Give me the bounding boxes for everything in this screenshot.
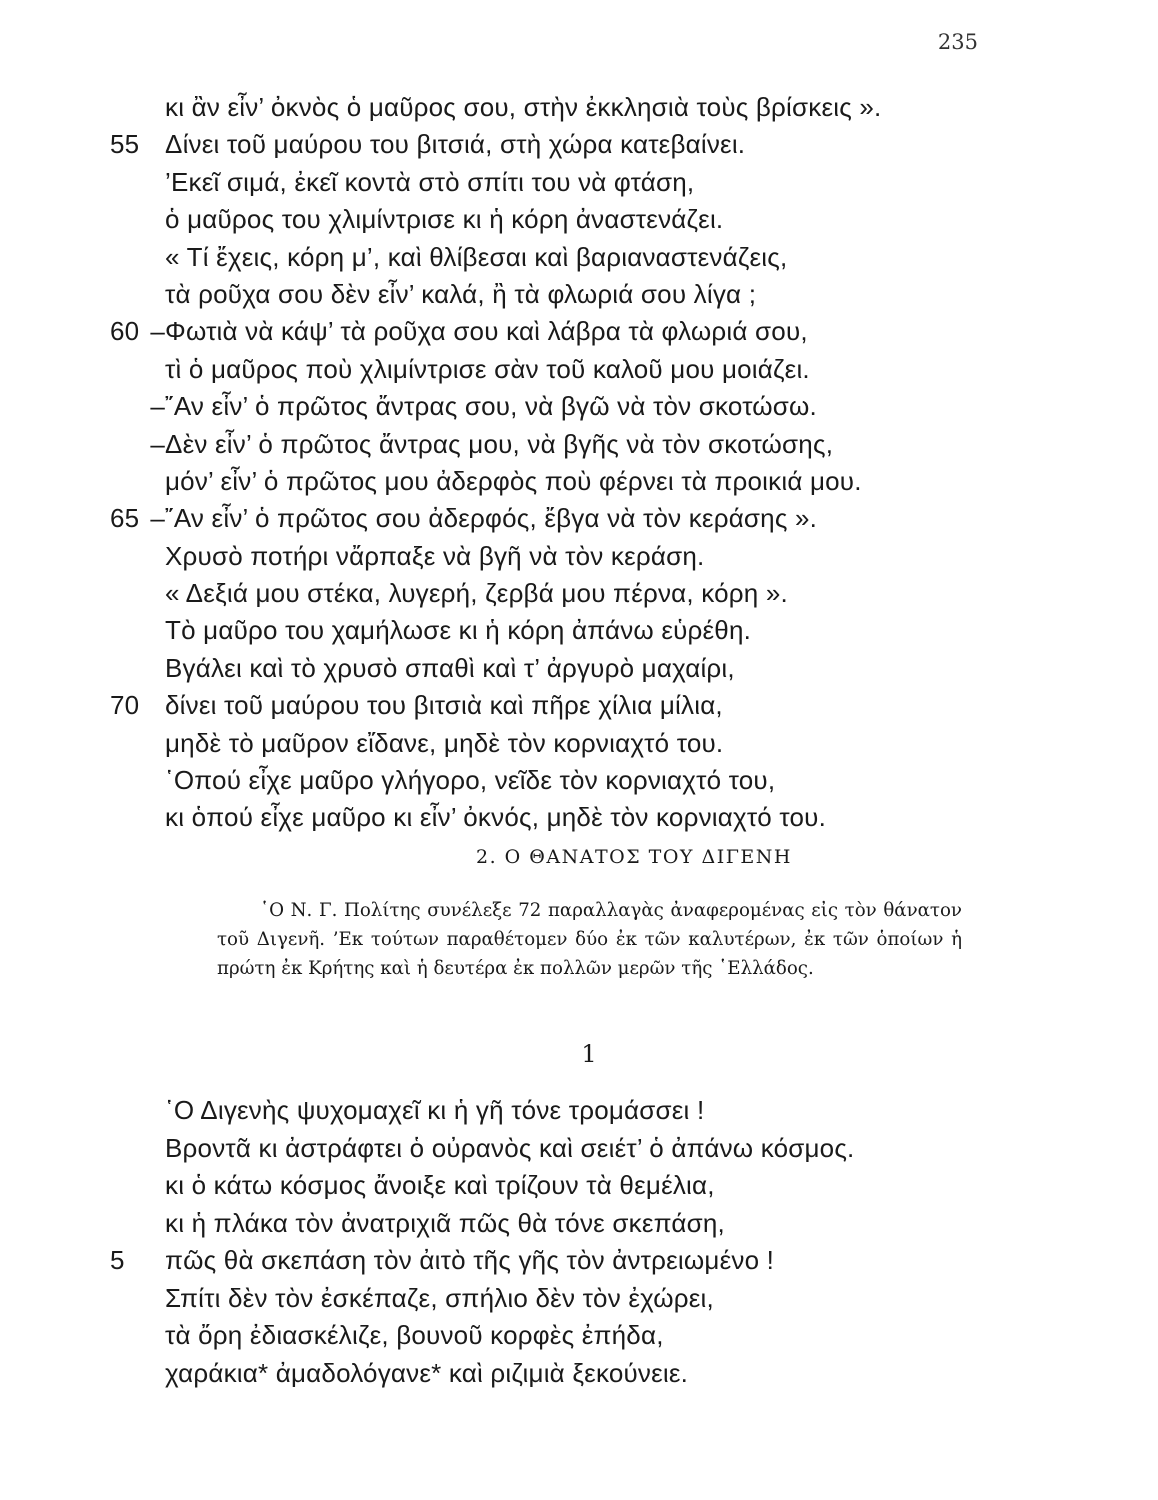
verse-text: τὶ ὁ μαῦρος ποὺ χλιμίντρισε σὰν τοῦ καλοῦ μου μοιάζει. — [165, 353, 810, 384]
verse-line — [0, 1205, 1158, 1243]
page-number: 235 — [937, 30, 978, 54]
verse-line — [0, 201, 1158, 238]
section-heading: 2. Ο ΘΑΝΑΤΟΣ ΤΟΥ ΔΙΓΕΝΗ — [476, 846, 792, 868]
verse-line — [0, 126, 1158, 163]
verse-line — [0, 1242, 1158, 1280]
verse-line — [0, 575, 1158, 612]
verse-line — [0, 313, 1158, 350]
verse-text: κι ὁ κάτω κόσμος ἄνοιξε καὶ τρίζουν τὰ θεμέλια, — [165, 1170, 715, 1200]
verse-line — [0, 762, 1158, 799]
verse-text: ῾Ο Διγενὴς ψυχομαχεῖ κι ἡ γῆ τόνε τρομάσσει ! — [165, 1095, 705, 1125]
verse-text: πῶς θὰ σκεπάση τὸν ἀιτὸ τῆς γῆς τὸν ἀντρειωμένο ! — [165, 1245, 775, 1275]
verse-line — [0, 89, 1158, 126]
verse-line — [0, 1355, 1158, 1393]
dialogue-dash: – — [150, 391, 165, 422]
verse-line — [0, 687, 1158, 724]
dialogue-dash: – — [150, 316, 165, 347]
verse-text: χαράκια* ἀμαδολόγανε* καὶ ριζιμιὰ ξεκούνειε. — [165, 1357, 689, 1388]
verse-text: Σπίτι δὲν τὸν ἐσκέπαζε, σπήλιο δὲν τὸν ἐχώρει, — [165, 1282, 714, 1313]
section-intro-paragraph: ῾Ο Ν. Γ. Πολίτης συνέλεξε 72 παραλλαγὰς ἀναφερομένας εἰς τὸν θάνατον τοῦ Διγενῆ. ’Εκ τούτων παραθέτομεν δύο ἐκ τῶν καλυτέρων, ἐκ τῶν ὁποίων ἡ πρώτη ἐκ Κρήτης καὶ ἡ δευτέρα ἐκ πολλῶν μερῶν τῆς ῾Ελλάδος. — [217, 900, 962, 979]
verse-line — [0, 164, 1158, 201]
line-number: 5 — [110, 1245, 125, 1275]
verse-line — [0, 650, 1158, 687]
verse-line — [0, 1317, 1158, 1355]
verse-text: Δὲν εἶν’ ὁ πρῶτος ἄντρας μου, νὰ βγῆς νὰ τὸν σκοτώσης, — [165, 428, 834, 459]
poem-continuation — [0, 89, 1158, 837]
part-number: 1 — [581, 1040, 597, 1068]
verse-line — [0, 538, 1158, 575]
verse-text: μόν’ εἶν’ ὁ πρῶτος μου ἀδερφὸς ποὺ φέρνει τὰ προικιά μου. — [165, 465, 862, 496]
verse-line — [0, 799, 1158, 836]
poem-digenis-death — [0, 1092, 1158, 1392]
verse-line — [0, 426, 1158, 463]
verse-line — [0, 1167, 1158, 1205]
verse-text: μηδὲ τὸ μαῦρον εἴδανε, μηδὲ τὸν κορνιαχτό του. — [165, 727, 724, 758]
verse-text: ’Εκεῖ σιμά, ἐκεῖ κοντὰ στὸ σπίτι του νὰ φτάση, — [165, 166, 695, 197]
verse-text: Δίνει τοῦ μαύρου του βιτσιά, στὴ χώρα κατεβαίνει. — [165, 129, 746, 160]
verse-text: κι ἡ πλάκα τὸν ἀνατριχιᾶ πῶς θὰ τόνε σκεπάση, — [165, 1207, 725, 1238]
verse-line — [0, 463, 1158, 500]
verse-text: ὁ μαῦρος του χλιμίντρισε κι ἡ κόρη ἀναστενάζει. — [165, 204, 724, 235]
verse-text: ῎Αν εἶν’ ὁ πρῶτος σου ἀδερφός, ἔβγα νὰ τὸν κεράσης ». — [165, 503, 818, 534]
verse-text: ῎Αν εἶν’ ὁ πρῶτος ἄντρας σου, νὰ βγῶ νὰ τὸν σκοτώσω. — [165, 391, 817, 422]
verse-text: Χρυσὸ ποτήρι νἄρπαξε νὰ βγῆ νὰ τὸν κεράση. — [165, 540, 705, 571]
verse-line — [0, 500, 1158, 537]
verse-text: κι ἂν εἶν’ ὀκνὸς ὁ μαῦρος σου, στὴν ἐκκλησιὰ τοὺς βρίσκεις ». — [165, 92, 882, 122]
verse-text: « Δεξιά μου στέκα, λυγερή, ζερβά μου πέρνα, κόρη ». — [165, 578, 788, 609]
verse-text: ῾Οπού εἶχε μαῦρο γλήγορο, νεῖδε τὸν κορνιαχτό του, — [165, 765, 776, 796]
dialogue-dash: – — [150, 503, 165, 534]
verse-line — [0, 276, 1158, 313]
verse-line — [0, 612, 1158, 649]
verse-text: « Τί ἔχεις, κόρη μ’, καὶ θλίβεσαι καὶ βαριαναστενάζεις, — [165, 241, 788, 272]
verse-line — [0, 1280, 1158, 1318]
verse-text: κι ὁπού εἶχε μαῦρο κι εἶν’ ὀκνός, μηδὲ τὸν κορνιαχτό του. — [165, 802, 826, 833]
line-number: 55 — [110, 129, 140, 160]
dialogue-dash: – — [150, 428, 165, 459]
verse-line — [0, 1130, 1158, 1168]
verse-text: Βροντᾶ κι ἀστράφτει ὁ οὐρανὸς καὶ σειέτ’ ὁ ἀπάνω κόσμος. — [165, 1132, 855, 1163]
verse-line — [0, 388, 1158, 425]
line-number: 60 — [110, 316, 140, 347]
verse-text: τὰ ὄρη ἐδιασκέλιζε, βουνοῦ κορφὲς ἐπήδα, — [165, 1320, 664, 1350]
verse-text: δίνει τοῦ μαύρου του βιτσιὰ καὶ πῆρε χίλια μίλια, — [165, 690, 723, 721]
verse-text: Τὸ μαῦρο του χαμήλωσε κι ἡ κόρη ἀπάνω εὑρέθη. — [165, 615, 752, 646]
verse-text: Βγάλει καὶ τὸ χρυσὸ σπαθὶ καὶ τ’ ἀργυρὸ μαχαίρι, — [165, 652, 735, 683]
verse-line — [0, 239, 1158, 276]
verse-line — [0, 1092, 1158, 1130]
verse-line — [0, 725, 1158, 762]
line-number: 65 — [110, 503, 140, 534]
line-number: 70 — [110, 690, 140, 721]
verse-text: Φωτιὰ νὰ κάψ’ τὰ ροῦχα σου καὶ λάβρα τὰ φλωριά σου, — [165, 316, 808, 347]
verse-line — [0, 351, 1158, 388]
verse-text: τὰ ροῦχα σου δὲν εἶν’ καλά, ἢ τὰ φλωριά σου λίγα ; — [165, 278, 757, 309]
